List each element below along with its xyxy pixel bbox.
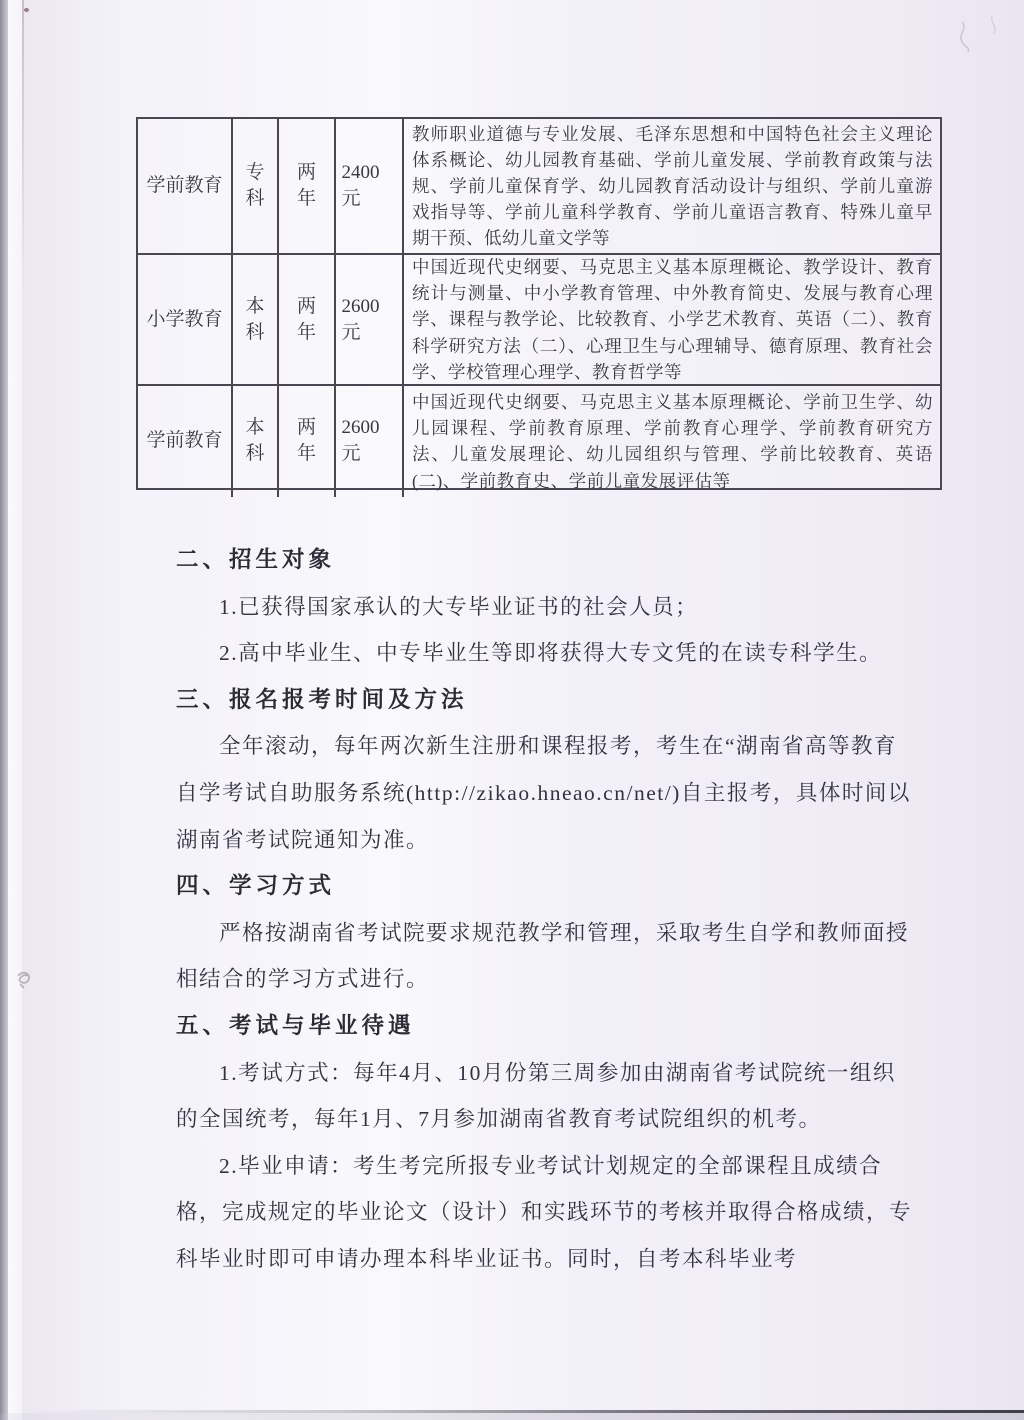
- scan-speck: [24, 8, 29, 12]
- section-paragraph: 2.毕业申请：考生考完所报专业考试计划规定的全部课程且成绩合格，完成规定的毕业论文（设计）和实践环节的考核并取得合格成绩，专科毕业时即可申请办理本科毕业证书。同时，自考本科毕业考: [176, 1153, 913, 1271]
- section-paragraph: 严格按湖南省考试院要求规范教学和管理，采取考生自学和教师面授相结合的学习方式进行。: [176, 920, 910, 992]
- section-heading: 二、招生对象: [176, 547, 336, 572]
- table-cell-duration: 两年: [279, 119, 336, 253]
- scan-bottom-haze: [0, 1413, 1024, 1420]
- table-row: [138, 386, 940, 497]
- pencil-scribble-top-right: [930, 8, 1020, 68]
- table-cell-courses: 中国近现代史纲要、马克思主义基本原理概论、教学设计、教育统计与测量、中小学教育管理、中外教育简史、发展与教育心理学、课程与教学论、比较教育、小学艺术教育、英语（二）、教育科学研究方法（二）、心理卫生与心理辅导、德育原理、教育社会学、学校管理心理学、教育哲学等: [412, 257, 933, 382]
- table-cell-level: 专科: [233, 119, 279, 253]
- section-exam-graduation: [176, 1003, 916, 1283]
- table-cell-courses: 教师职业道德与专业发展、毛泽东思想和中国特色社会主义理论体系概论、幼儿园教育基础、学前儿童发展、学前教育政策与法规、学前儿童保育学、幼儿园教育活动设计与组织、学前儿童游戏指导等、学前儿童科学教育、学前儿童语言教育、特殊儿童早期干预、低幼儿童文学等: [412, 123, 933, 249]
- table-cell-courses: 中国近现代史纲要、马克思主义基本原理概论、学前卫生学、幼儿园课程、学前教育原理、学前教育心理学、学前教育研究方法、儿童发展理论、幼儿园组织与管理、学前比较教育、英语(二)、学前教育史、学前儿童发展评估等: [412, 392, 933, 491]
- table-cell-fee: 2400元: [336, 119, 404, 253]
- table-cell-level: 本科: [233, 386, 279, 497]
- section-registration-time-method: [176, 677, 916, 863]
- section-enrollment-targets: [176, 537, 916, 677]
- table-cell-fee: 2600元: [336, 255, 404, 384]
- section-heading: 五、考试与毕业待遇: [176, 1012, 415, 1038]
- section-paragraph: 全年滚动，每年两次新生注册和课程报考，考生在“湖南省高等教育自学考试自助服务系统(http://zikao.hneao.cn/net/)自主报考，具体时间以湖南省考试院通知为准。: [176, 734, 911, 852]
- table-cell-major: 学前教育: [138, 119, 233, 253]
- scan-left-margin: [8, 0, 22, 1420]
- table-row: [138, 119, 940, 255]
- table-cell-fee: 2600元: [336, 386, 404, 497]
- table-cell-duration: 两年: [279, 386, 336, 497]
- scan-left-edge: [0, 0, 8, 1420]
- section-heading: 三、报名报考时间及方法: [176, 686, 468, 712]
- table-row: [138, 255, 940, 386]
- table-cell-duration: 两年: [279, 255, 336, 384]
- page-fold-line: [22, 0, 24, 300]
- table-cell-level: 本科: [233, 255, 279, 384]
- section-heading: 四、学习方式: [176, 873, 336, 899]
- section-study-method: [176, 863, 916, 1003]
- section-paragraph: 1.已获得国家承认的大专毕业证书的社会人员；: [219, 594, 699, 619]
- table-cell-major: 小学教育: [138, 255, 233, 384]
- program-table: [136, 117, 942, 490]
- table-cell-major: 学前教育: [138, 386, 233, 497]
- scan-bottom-edge: [30, 1410, 1024, 1413]
- section-paragraph: 2.高中毕业生、中专毕业生等即将获得大专文凭的在读专科学生。: [219, 641, 883, 666]
- section-paragraph: 1.考试方式：每年4月、10月份第三周参加由湖南省考试院统一组织的全国统考，每年1月、7月参加湖南省教育考试院组织的机考。: [176, 1060, 896, 1132]
- document-body: [176, 537, 916, 1283]
